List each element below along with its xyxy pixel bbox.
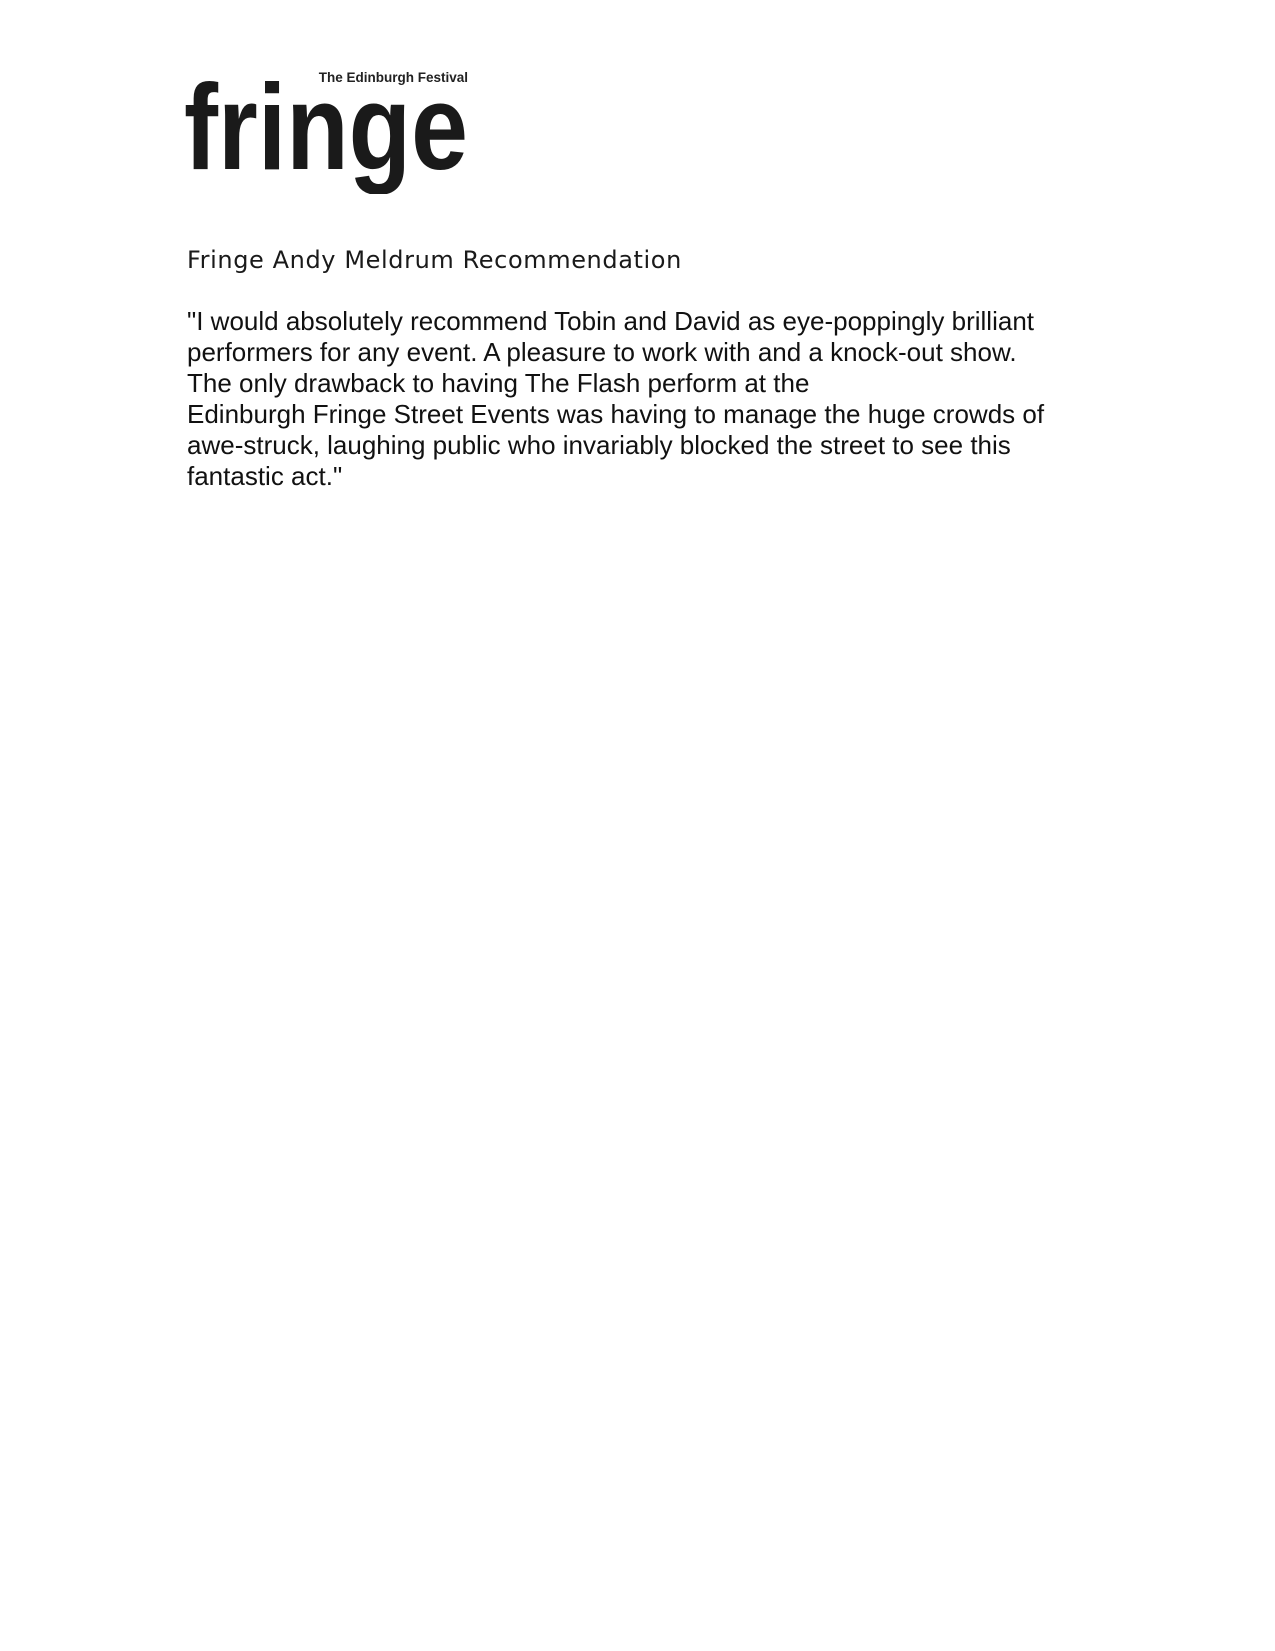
- quote-line: awe-struck, laughing public who invariably blocked the street to see this: [187, 430, 1011, 460]
- quote-line: fantastic act.": [187, 461, 343, 491]
- quote-line: performers for any event. A pleasure to work with and a knock-out show.: [187, 337, 1017, 367]
- quote-line: Edinburgh Fringe Street Events was having to manage the huge crowds of: [187, 399, 1045, 429]
- recommendation-quote: [187, 306, 1107, 492]
- logo-tagline: The Edinburgh Festival: [318, 70, 468, 85]
- quote-line: The only drawback to having The Flash perform at the: [187, 368, 810, 398]
- quote-line: "I would absolutely recommend Tobin and David as eye-poppingly brilliant: [187, 306, 1035, 336]
- page-title: Fringe Andy Meldrum Recommendation: [187, 246, 682, 274]
- logo-wordmark: fringe: [184, 66, 468, 194]
- fringe-logo-graphic: [184, 66, 474, 194]
- fringe-logo: [184, 66, 474, 194]
